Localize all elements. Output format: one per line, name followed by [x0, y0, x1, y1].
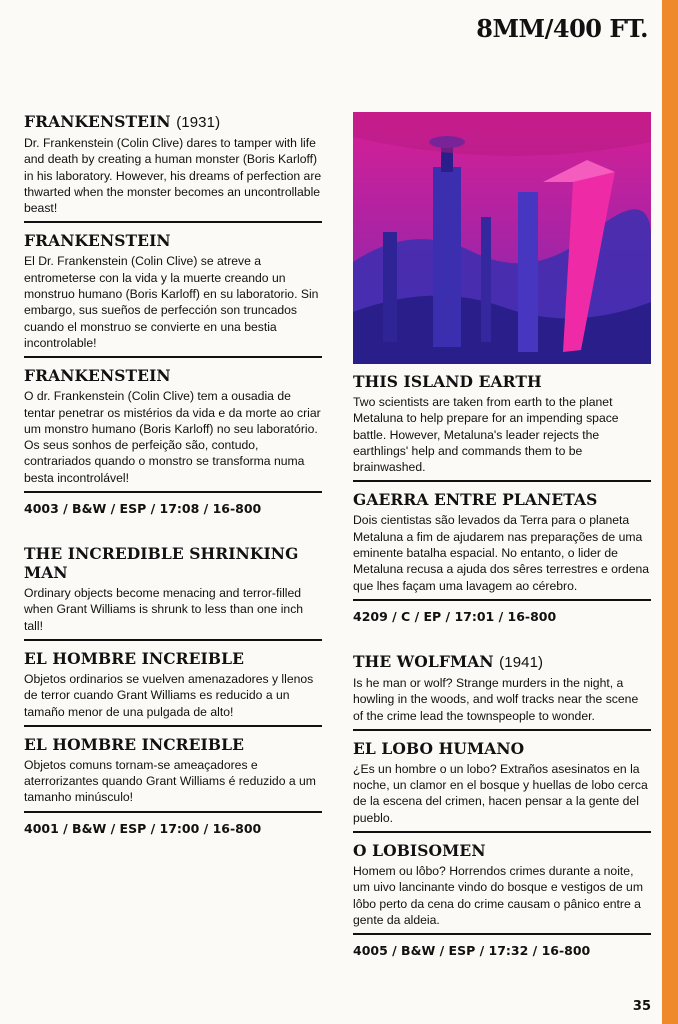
left-column — [24, 112, 322, 836]
film-description: Is he man or wolf? Strange murders in the night, a howling in the woods, and wolf tracks near the scene of the crime lead the townspeople to wonder. — [353, 675, 639, 723]
film-title: GAERRA ENTRE PLANETAS — [353, 490, 598, 510]
film-entry — [353, 490, 651, 600]
film-title: O LOBISOMEN — [353, 841, 486, 861]
film-description: Ordinary objects become menacing and terror-filled when Grant Williams is shrunk to less than one inch tall! — [24, 586, 304, 633]
catalog-code: 4003 / B&W / ESP / 17:08 / 16-800 — [24, 501, 262, 517]
film-entry — [24, 112, 322, 223]
film-description: Objetos comuns tornam-se ameaçadores e aterrorizantes quando Grant Williams é reduzido a um tamanho minúsculo! — [24, 757, 316, 805]
format-header: 8MM/400 FT. — [476, 14, 648, 43]
film-entry — [353, 652, 651, 731]
right-column — [353, 112, 651, 958]
film-title: THE INCREDIBLE SHRINKING MAN — [24, 544, 299, 583]
film-title-text: FRANKENSTEIN — [24, 112, 171, 131]
page-number: 35 — [632, 999, 651, 1014]
film-title: EL LOBO HUMANO — [353, 738, 525, 758]
film-title-text: THE WOLFMAN — [353, 651, 494, 671]
catalog-code: 4005 / B&W / ESP / 17:32 / 16-800 — [353, 943, 591, 959]
film-entry — [353, 372, 651, 482]
film-title: FRANKENSTEIN — [24, 231, 171, 251]
film-description: Objetos ordinarios se vuelven amenazadores y llenos de terror cuando Grant Williams es reducido a un tamaño menor de una pulgada de alto! — [24, 671, 314, 719]
film-entry — [353, 841, 651, 935]
film-entry — [24, 735, 322, 813]
film-title: THIS ISLAND EARTH — [353, 372, 542, 391]
film-description: Dr. Frankenstein (Colin Clive) dares to tamper with life and death by creating a human monster (Boris Karloff) in his laboratory. However, his dreams of perfection are thwarted when the monster becomes an uncontrollable beast! — [24, 136, 322, 216]
film-description: ¿Es un hombre o un lobo? Extraños asesinatos en la noche, un clamor en el bosque y huellas de lobo cerca de la escena del crimen, hacen pensar a la gente del pueblo. — [353, 761, 648, 825]
film-year: (1941) — [499, 653, 544, 671]
film-title: EL HOMBRE INCREIBLE — [24, 648, 245, 668]
movie-poster-image — [353, 112, 651, 364]
catalog-code: 4001 / B&W / ESP / 17:00 / 16-800 — [24, 820, 262, 836]
film-year: (1931) — [176, 114, 221, 131]
film-entry — [24, 544, 322, 641]
orange-edge-bar — [662, 0, 678, 1024]
film-description: Homem ou lôbo? Horrendos crimes durante a noite, um uivo lancinante vindo do bosque e vestigos de um lôbo perto da cena do crime causam o pânico entre a gente da aldeia. — [353, 864, 643, 927]
film-entry — [24, 649, 322, 727]
film-entry — [24, 366, 322, 493]
film-description: El Dr. Frankenstein (Colin Clive) se atreve a entrometerse con la vida y la muerte creando un monstruo humano (Boris Karloff) en su laboratorio. Sin embargo, sus sueños de perfección son truncados cuando el monstruo se convierte en una bestia incontrolable! — [24, 254, 319, 350]
film-title — [353, 652, 651, 672]
film-title — [24, 112, 322, 132]
film-description: O dr. Frankenstein (Colin Clive) tem a ousadia de tentar penetrar os mistérios da vida e da morte ao criar um monstro humano (Boris Karloff) no seu laboratório. Os seus sonhos de perfeição são, contudo, contrariados quando o monstro se transforma numa besta incontrolável! — [24, 389, 321, 485]
film-entry — [353, 739, 651, 833]
film-description: Dois cientistas são levados da Terra para o planeta Metaluna a fim de ajudarem nas preparações de uma eminente batalha espacial. No entanto, o lider de Metaluna recusa a ajuda dos sêres terrestres e ordena que lhes façam uma lavagem ao cérebro. — [353, 513, 650, 593]
film-entry — [24, 231, 322, 358]
film-title: FRANKENSTEIN — [24, 366, 171, 386]
catalog-code: 4209 / C / EP / 17:01 / 16-800 — [353, 608, 557, 624]
film-description: Two scientists are taken from earth to the planet Metaluna to help prepare for an impending space battle. However, Metaluna's leader rejects the earthlings' help and commands them to be brainwashed. — [353, 395, 619, 475]
film-title: EL HOMBRE INCREIBLE — [24, 734, 245, 754]
